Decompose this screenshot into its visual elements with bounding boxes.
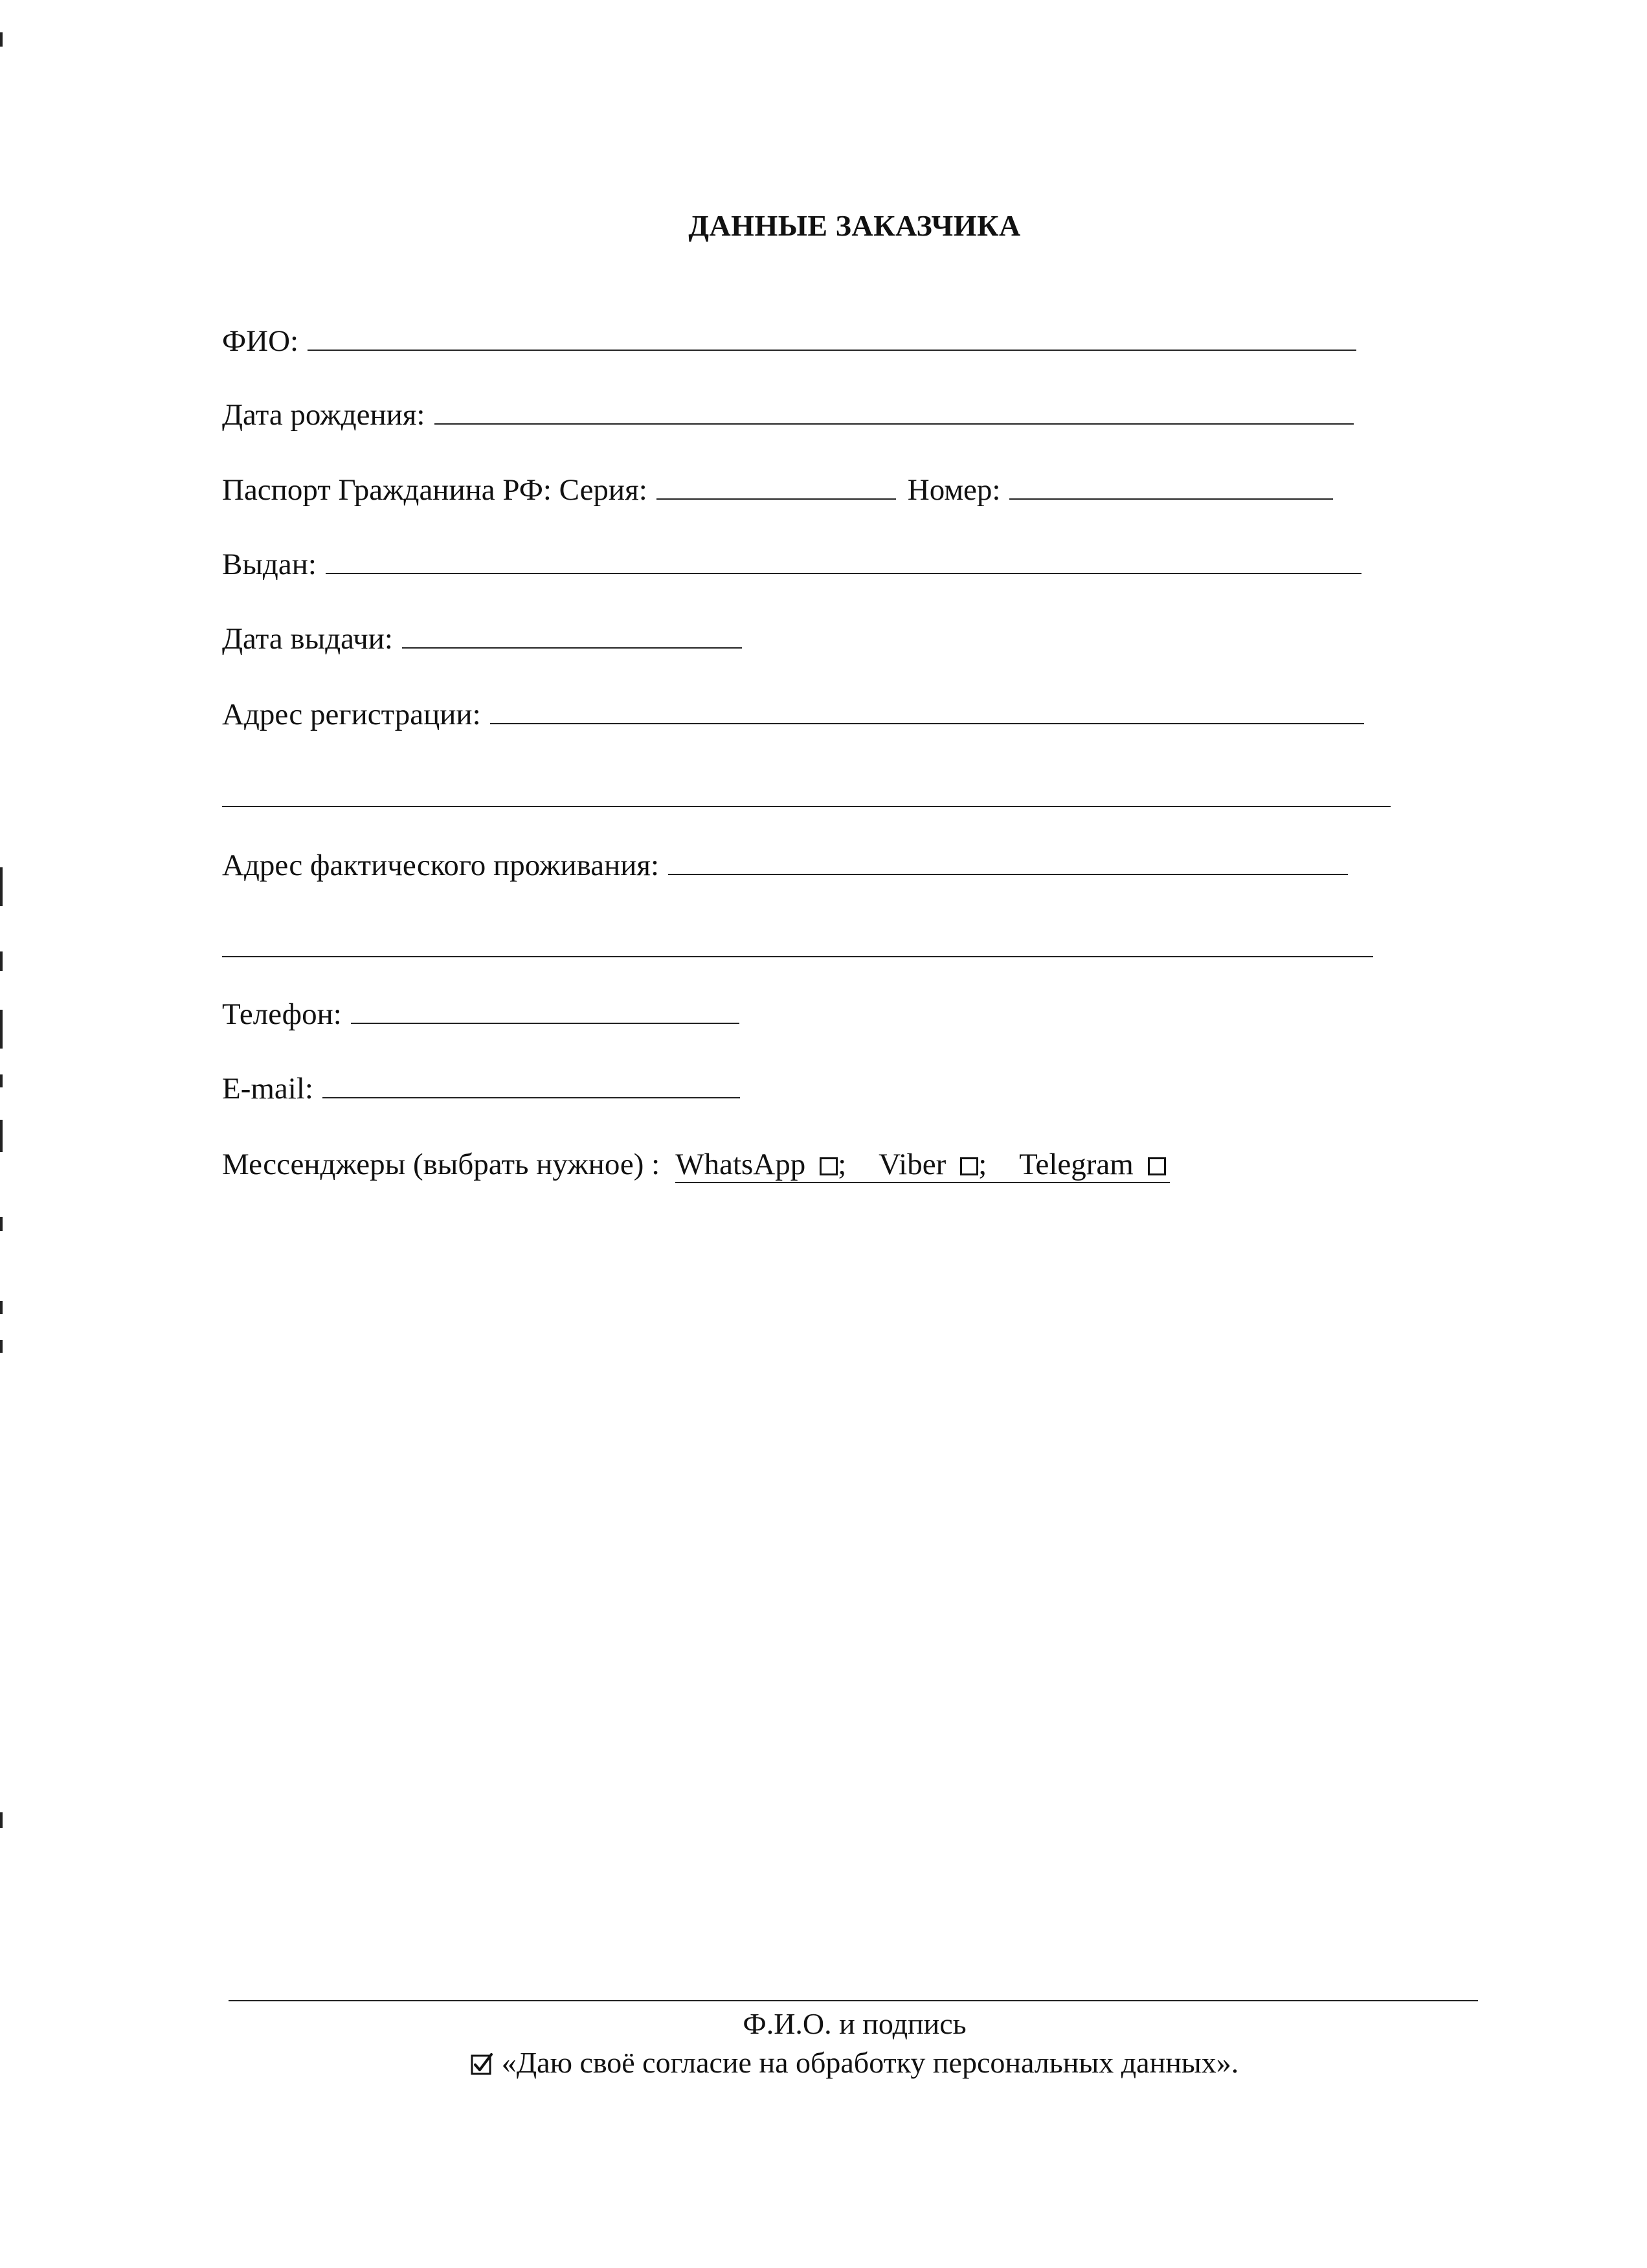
issued-by-field[interactable] (326, 550, 1361, 574)
viber-checkbox[interactable] (960, 1157, 978, 1175)
passport-row (222, 472, 1333, 507)
birth-date-field[interactable] (434, 400, 1354, 425)
messengers-label: Мессенджеры (выбрать нужное) : (222, 1148, 660, 1181)
scan-mark (0, 1301, 3, 1314)
passport-number-label: Номер: (907, 473, 1001, 507)
messenger-option-viber[interactable] (879, 1147, 1011, 1182)
scan-mark (0, 1812, 3, 1828)
telegram-checkbox[interactable] (1148, 1157, 1166, 1175)
email-label: E-mail: (222, 1072, 313, 1106)
issue-date-label: Дата выдачи: (222, 622, 393, 656)
signature-field[interactable] (229, 2000, 1478, 2001)
page-title: ДАННЫЕ ЗАКАЗЧИКА (688, 209, 1021, 242)
actual-address-field[interactable] (668, 850, 1348, 875)
scan-mark (0, 1120, 3, 1152)
fio-label: ФИО: (222, 324, 299, 358)
checked-box-icon[interactable] (471, 2048, 493, 2070)
whatsapp-label: WhatsApp (675, 1148, 806, 1181)
phone-row (222, 997, 739, 1032)
scan-mark (0, 32, 3, 47)
registration-address-field[interactable] (490, 700, 1364, 724)
actual-address-field-line2[interactable] (222, 956, 1373, 957)
email-row (222, 1071, 740, 1106)
issued-by-row (222, 547, 1361, 582)
viber-label: Viber (879, 1148, 947, 1181)
passport-series-label: Паспорт Гражданина РФ: Серия: (222, 473, 647, 507)
whatsapp-checkbox[interactable] (820, 1157, 838, 1175)
fio-row (222, 324, 1356, 359)
scan-mark (0, 1340, 3, 1353)
passport-series-field[interactable] (656, 475, 896, 500)
registration-address-field-line2[interactable] (222, 806, 1391, 807)
separator: ; (838, 1148, 847, 1181)
scan-mark (0, 1217, 3, 1231)
fio-field[interactable] (308, 326, 1356, 351)
issue-date-field[interactable] (402, 624, 742, 649)
separator: ; (978, 1148, 987, 1181)
scan-mark (0, 1010, 3, 1049)
birth-date-label: Дата рождения: (222, 398, 425, 432)
messenger-options (675, 1147, 1170, 1183)
registration-address-row (222, 697, 1364, 732)
consent-text: «Даю своё согласие на обработку персональных данных». (501, 2046, 1239, 2079)
issued-by-label: Выдан: (222, 548, 317, 581)
scan-mark (0, 1074, 3, 1087)
scan-mark (0, 867, 3, 906)
phone-field[interactable] (351, 999, 739, 1024)
passport-number-field[interactable] (1009, 475, 1333, 500)
signature-caption: Ф.И.О. и подпись (743, 2007, 967, 2040)
messengers-row (222, 1147, 1170, 1183)
messenger-option-whatsapp[interactable] (675, 1147, 871, 1182)
issue-date-row (222, 621, 742, 656)
telegram-label: Telegram (1019, 1148, 1134, 1181)
birth-date-row (222, 397, 1354, 432)
actual-address-label: Адрес фактического проживания: (222, 849, 660, 882)
registration-address-label: Адрес регистрации: (222, 698, 481, 731)
actual-address-row (222, 848, 1348, 883)
scan-mark (0, 951, 3, 971)
messenger-option-telegram[interactable] (1019, 1147, 1170, 1182)
email-field[interactable] (322, 1074, 740, 1098)
phone-label: Телефон: (222, 997, 342, 1031)
consent-row (0, 2045, 1647, 2080)
